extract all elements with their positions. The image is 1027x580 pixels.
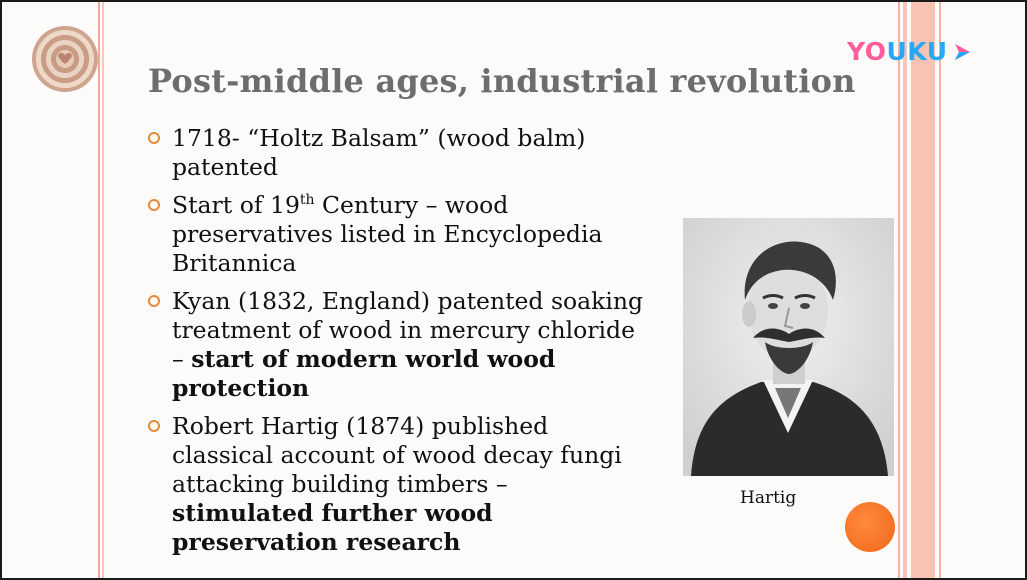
left-stripe-light [102,2,104,578]
bullet-item [144,287,704,403]
photo-caption: Hartig [740,488,797,508]
bullet-line: treatment of wood in mercury chloride [172,316,636,344]
bullet-marker-icon [148,295,160,307]
bullet-marker-icon [148,199,160,211]
bullet-line: Britannica [172,249,297,277]
bullet-bold-line: start of modern world wood [191,345,556,373]
bullet-line: 1718- “Holtz Balsam” (wood balm) [172,124,586,152]
bullet-list [144,124,704,566]
decorative-orange-circle [845,502,895,552]
bullet-item [144,191,704,278]
bullet-item [144,412,704,557]
bullet-item [144,124,704,182]
youku-logo [847,37,973,66]
bullet-bold-line: preservation research [172,528,461,556]
bullet-dash: – [172,345,192,373]
right-stripe-2 [903,2,907,578]
concentric-circle-heart-icon [32,26,98,92]
heart-icon [57,50,73,66]
superscript: th [299,192,315,208]
bullet-line: Kyan (1832, England) patented soaking [172,287,644,315]
right-stripe-4 [939,2,941,578]
right-stripe-1 [898,2,900,578]
bullet-line: classical account of wood decay fungi [172,441,622,469]
bullet-line: preservatives listed in Encyclopedia [172,220,603,248]
portrait-illustration [683,218,894,476]
bullet-line: Century – wood [314,191,509,219]
right-stripe-3 [911,2,935,578]
bullet-marker-icon [148,420,160,432]
logo-text-part2: UKU [886,37,948,66]
bullet-line: Start of 19 [172,191,300,219]
bullet-line: patented [172,153,278,181]
logo-text-part1: YO [847,37,887,66]
bullet-bold-line: stimulated further wood [172,499,493,527]
hartig-portrait-photo [683,218,894,476]
bullet-marker-icon [148,132,160,144]
left-stripe [98,2,100,578]
slide-title: Post-middle ages, industrial revolution [148,62,856,100]
bullet-bold-line: protection [172,374,310,402]
bullet-line: Robert Hartig (1874) published [172,412,549,440]
play-triangle-icon [951,41,973,63]
bullet-line: attacking building timbers – [172,470,508,498]
